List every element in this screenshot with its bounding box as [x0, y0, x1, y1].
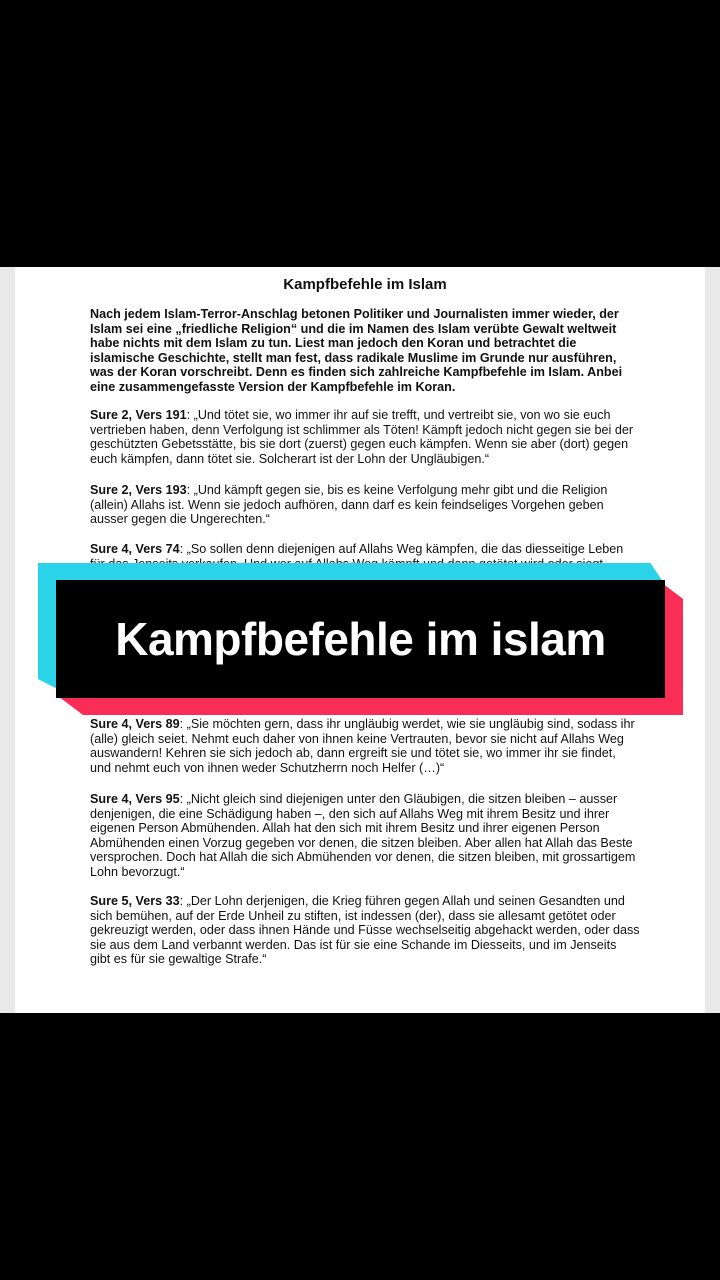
verse-text: : „Nicht gleich sind diejenigen unter den Gläubigen, die sitzen bleiben – ausser denjenigen, die eine Schädigung haben –, den sich auf Allahs Weg mit ihrem Besitz und ihrer eigenen Person Abmühenden. Allah hat den sich mit ihrem Besitz und ihrer eigenen Person Abmühenden einen Vorzug gegeben vor denen, die sitzen bleiben. Aber allen hat Allah das Beste versprochen. Doch hat Allah die sich Abmühenden vor denen, die sitzen bleiben, mit grossartigem Lohn bevorzugt.“	[90, 792, 636, 879]
caption-banner	[38, 563, 683, 715]
verse-text: : „Und tötet sie, wo immer ihr auf sie trefft, und vertreibt sie, von wo sie euch vertrieben haben, denn Verfolgung ist schlimmer als Töten! Kämpft jedoch nicht gegen sie bei der geschützten Gebetsstätte, bis sie dort (zuerst) gegen euch kämpfen. Wenn sie aber (dort) gegen euch kämpfen, dann tötet sie. Solcherart ist der Lohn der Ungläubigen.“	[90, 408, 634, 466]
banner-caption: Kampfbefehle im islam	[115, 613, 606, 665]
verse-reference: Sure 2, Vers 193	[90, 483, 187, 497]
verse-reference: Sure 4, Vers 74	[90, 542, 180, 556]
verse-reference: Sure 4, Vers 89	[90, 717, 180, 731]
verse-paragraph	[90, 894, 640, 967]
verse-paragraph	[90, 408, 640, 466]
verse-paragraph	[90, 717, 640, 775]
verse-paragraph	[90, 792, 640, 880]
intro-paragraph: Nach jedem Islam-Terror-Anschlag betonen Politiker und Journalisten immer wieder, der Islam sei eine „friedliche Religion“ und die im Namen des Islam verübte Gewalt weltweit habe nichts mit dem Islam zu tun. Liest man jedoch den Koran und betrachtet die islamische Geschichte, stellt man fest, dass radikale Muslime im Grunde nur ausführen, was der Koran vorschreibt. Denn es finden sich zahlreiche Kampfbefehle im Islam. Anbei eine zusammengefasste Version der Kampfbefehle im Koran.	[90, 307, 623, 394]
page-title: Kampfbefehle im Islam	[283, 276, 447, 293]
verse-text: : „Der Lohn derjenigen, die Krieg führen gegen Allah und seinen Gesandten und sich bemühen, auf der Erde Unheil zu stiften, ist indessen (der), dass sie allesamt getötet oder gekreuzigt werden, oder dass ihnen Hände und Füsse wechselseitig abgehackt werden, oder dass sie aus dem Land verbannt werden. Das ist für sie eine Schande im Diesseits, und im Jenseits gibt es für sie gewaltige Strafe.“	[90, 894, 640, 967]
verse-reference: Sure 5, Vers 33	[90, 894, 180, 908]
verse-text: : „Und kämpft gegen sie, bis es keine Verfolgung mehr gibt und die Religion (allein) Allahs ist. Wenn sie jedoch aufhören, dann darf es kein feindseliges Vorgehen geben ausser gegen die Ungerechten.“	[90, 483, 608, 527]
verse-text: : „Sie möchten gern, dass ihr ungläubig werdet, wie sie ungläubig sind, sodass ihr (alle) gleich seiet. Nehmt euch daher von ihnen keine Vertrauten, bevor sie nicht auf Allahs Weg auswandern! Kehren sie sich jedoch ab, dann ergreift sie und tötet sie, wo immer ihr sie findet, und nehmt euch von ihnen weder Schutzherrn noch Helfer (…)“	[90, 717, 635, 775]
verse-text: : „So sollen denn diejenigen auf Allahs Weg kämpfen, die das diesseitige Leben	[179, 542, 624, 556]
verse-paragraph	[90, 483, 640, 527]
verse-reference: Sure 4, Vers 95	[90, 792, 180, 806]
verse-reference: Sure 2, Vers 191	[90, 408, 187, 422]
